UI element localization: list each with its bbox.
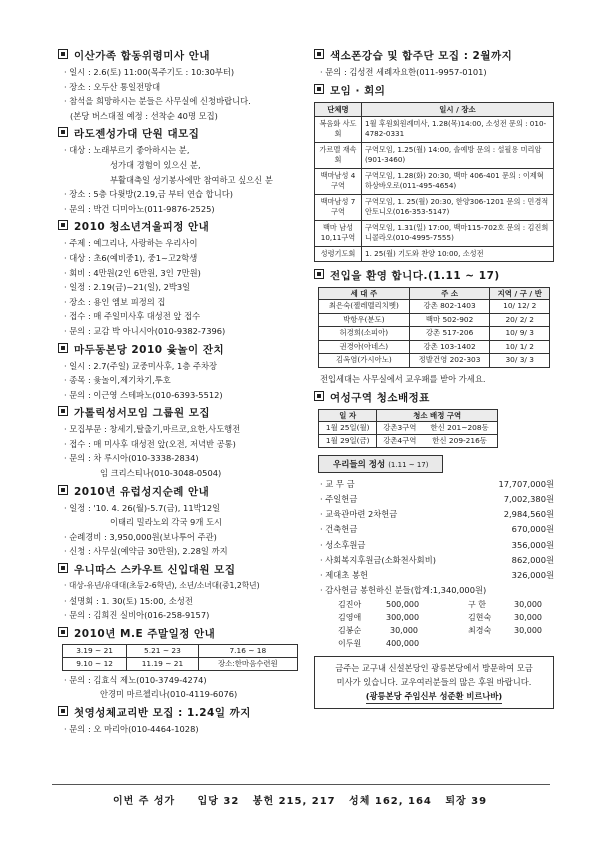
- table-cell: 가르멜 재속회: [315, 142, 362, 168]
- table-row: [319, 354, 550, 368]
- text-line: · 접수 : 매 미사후 대성전 앞(오전, 저녁반 공통): [64, 438, 236, 449]
- left-column: [58, 48, 308, 740]
- square-bullet-icon: [58, 706, 68, 716]
- table-header: 주 소: [409, 288, 490, 300]
- table-row: [315, 194, 554, 220]
- section-yut-festival: [58, 342, 308, 403]
- table-cell: 구역모임, 1.25(월) 14:00, 솔예방 문의 : 설필용 미리암(901-3460): [362, 142, 554, 168]
- text-line: · 문의 : 박건 디미아노(011-9876-2525): [64, 203, 215, 214]
- table-cell: 3.19 ~ 21: [63, 644, 127, 657]
- table-row: [63, 657, 298, 670]
- table-cell: 30/ 3/ 3: [490, 354, 550, 368]
- text-line: · 문의 : 교감 박 아니시아(010-9382-7396): [64, 325, 226, 336]
- table-cell: 한신 209-216동: [422, 435, 497, 448]
- text-line: · 주제 : 예그리나, 사랑하는 우리사이: [64, 238, 198, 249]
- section-title: 첫영성체교리반 모집 : 1.24일 까지: [58, 705, 308, 722]
- section-title: 색소폰강습 및 합주단 모집 : 2월까지: [314, 48, 554, 65]
- newcomers-table: [318, 287, 550, 368]
- text-line: · 문의 : 이근영 스테파노(010-6393-5512): [64, 389, 223, 400]
- table-cell: 1. 25(월) 기도와 찬양 10:00, 소성전: [362, 246, 554, 262]
- text-line: · 모집부문 : 창세기,탈출기,마르코,요한,사도행전: [64, 424, 241, 435]
- square-bullet-icon: [58, 220, 68, 230]
- visit-notice-box: [314, 656, 554, 709]
- section-title: 가톨릭성서모임 그룹원 모집: [58, 405, 308, 422]
- table-row: [315, 246, 554, 262]
- text-line: · 대상 : 노래부르기 좋아하시는 분,: [64, 145, 190, 156]
- table-cell: 10/ 1/ 2: [490, 340, 550, 354]
- table-cell: 강촌 517-206: [409, 327, 490, 341]
- table-header-row: [315, 102, 554, 116]
- gift-row: 이두원 400,000: [338, 638, 420, 648]
- table-cell: 백마남성 7구역: [315, 194, 362, 220]
- square-bullet-icon: [58, 485, 68, 495]
- text-line: · 종목 : 윷놀이,제기차기,투호: [64, 375, 171, 386]
- table-cell: 강촌4구역: [377, 435, 422, 448]
- table-header: 일 자: [319, 410, 377, 422]
- section-meetings: [314, 83, 554, 263]
- text-line: · 일정 : 2.19(금)~21(일), 2박3일: [64, 282, 191, 293]
- text-line: · 신청 : 사무실(예약금 30만원), 2.28일 까지: [64, 546, 228, 557]
- table-cell: 한신 201~208동: [422, 422, 497, 435]
- text-line: · 장소 : 5층 다윗방(2.19,금 부터 연습 합니다): [64, 189, 233, 200]
- table-cell: 7.16 ~ 18: [198, 644, 297, 657]
- table-cell: 장소:한마음수련원: [198, 657, 297, 670]
- text-line: · 문의 : 김희진 실비아(016-258-9157): [64, 610, 210, 621]
- section-saxophone: [314, 48, 554, 80]
- offering-row: · 제대초 봉헌 326,000원: [320, 569, 554, 580]
- square-bullet-icon: [314, 84, 324, 94]
- hymn-footer: [0, 792, 600, 807]
- text-line: 성가대 경험이 있으신 분,: [110, 159, 201, 170]
- meetings-table: [314, 102, 554, 263]
- table-row: [319, 327, 550, 341]
- table-row: [319, 300, 550, 314]
- table-cell: 1월 25일(월): [319, 422, 377, 435]
- table-cell: 박항우(분도): [319, 313, 410, 327]
- table-cell: 백마남성 4구역: [315, 168, 362, 194]
- table-row: [63, 644, 298, 657]
- table-header: 단체명: [315, 102, 362, 116]
- section-title: 우니따스 스카우트 신입대원 모집: [58, 562, 308, 579]
- table-cell: 1월 후원회원례미사, 1.28(목)14:00, 소성전 문의 : 010-4782-0331: [362, 116, 554, 142]
- text-line: (본당 버스대절 예정 : 선착순 40명 모집): [70, 110, 218, 121]
- offering-row: · 사회복지후원금(소화천사회비) 862,000원: [320, 554, 554, 565]
- table-row: [315, 116, 554, 142]
- text-line: · 접수 : 매 주일미사후 대성전 앞 접수: [64, 311, 201, 322]
- section-bible-group: [58, 405, 308, 480]
- section-first-communion: [58, 705, 308, 737]
- section-title: 2010년 M.E 주말일정 안내: [58, 626, 308, 643]
- text-line: 임 크리스티나(010-3048-0504): [100, 468, 222, 479]
- text-line: · 순례경비 : 3,950,000원(보나투어 주관): [64, 531, 217, 542]
- me-schedule-table: [62, 644, 298, 671]
- table-cell: 9.10 ~ 12: [63, 657, 127, 670]
- cleaning-table: [318, 409, 498, 448]
- table-header-row: [319, 288, 550, 300]
- section-choir-recruit: [58, 126, 308, 216]
- section-memorial-mass: [58, 48, 308, 123]
- text-line: · 문의 : 오 마리아(010-4464-1028): [64, 724, 199, 734]
- square-bullet-icon: [58, 49, 68, 59]
- table-cell: 복음화 사도회: [315, 116, 362, 142]
- section-title: 전입을 환영 합니다.(1.11 ~ 17): [314, 268, 554, 285]
- section-newcomers: [314, 268, 554, 386]
- offering-row: · 성소후원금 356,000원: [320, 539, 554, 550]
- table-cell: 10/ 12/ 2: [490, 300, 550, 314]
- text-line: · 참석을 희망하시는 분들은 사무실에 신청바랍니다.: [64, 96, 251, 107]
- section-title: 이산가족 합동위령미사 안내: [58, 48, 308, 65]
- footer-divider: [52, 784, 550, 785]
- section-title: 모임 · 회의: [314, 83, 554, 100]
- table-header: 청소 배정 구역: [377, 410, 498, 422]
- table-cell: 정발건영 202-303: [409, 354, 490, 368]
- table-cell: 강촌 103-1402: [409, 340, 490, 354]
- text-line: · 문의 : 차 루시아(010-3338-2834): [64, 453, 199, 464]
- section-youth-retreat: [58, 219, 308, 338]
- table-header-row: [319, 410, 498, 422]
- table-header: 세 대 주: [319, 288, 410, 300]
- text-line: 이태리 밀라노외 각국 9개 도시: [110, 517, 223, 528]
- offering-row: · 교육관마련 2차헌금 2,984,560원: [320, 509, 554, 520]
- thanks-offering-title: · 감사헌금 봉헌하신 분들(합계:1,340,000원): [320, 584, 487, 595]
- text-line: · 회비 : 4만원(2인 6만원, 3인 7만원): [64, 267, 201, 278]
- table-cell: 1월 29일(금): [319, 435, 377, 448]
- text-line: 부활대축일 성기봉사에만 참여하고 싶으신 분: [110, 174, 273, 185]
- table-cell: 권경아(아네스): [319, 340, 410, 354]
- table-row: [315, 142, 554, 168]
- section-title: 여성구역 청소배정표: [314, 390, 554, 407]
- table-row: [315, 168, 554, 194]
- table-cell: 구역모임, 1.28(화) 20:30, 백마 406-401 문의 : 이제혁 하상바오로(011-495-4654): [362, 168, 554, 194]
- table-row: [319, 435, 498, 448]
- square-bullet-icon: [314, 269, 324, 279]
- section-me-weekend: [58, 626, 308, 702]
- offering-row: · 건축헌금 670,000원: [320, 524, 554, 535]
- square-bullet-icon: [314, 49, 324, 59]
- table-cell: 최은숙(젤레멜리치벳): [319, 300, 410, 314]
- text-line: · 일시 : 2.6(토) 11:00(목주기도 : 10:30부터): [64, 67, 235, 77]
- square-bullet-icon: [58, 127, 68, 137]
- table-cell: 백마 남성 10,11구역: [315, 220, 362, 246]
- square-bullet-icon: [58, 343, 68, 353]
- table-cell: 10/ 9/ 3: [490, 327, 550, 341]
- notice-text: 미사가 있습니다. 교우여러분들의 많은 후원 바랍니다.: [336, 676, 532, 687]
- section-title: 라도젠성가대 단원 대모집: [58, 126, 308, 143]
- table-cell: 5.21 ~ 23: [127, 644, 198, 657]
- table-row: [319, 422, 498, 435]
- text-line: · 대상-유년/유대대(초등2-6학년), 소년/소녀대(중1,2학년): [64, 581, 260, 591]
- notice-signature: (광릉본당 주임신부 성준환 비르나바): [366, 689, 502, 704]
- gift-row: 김진아 500,000 구 한 30,000: [338, 599, 542, 609]
- table-cell: 강촌3구역: [377, 422, 422, 435]
- table-row: [315, 220, 554, 246]
- offering-row: · 주일헌금 7,002,380원: [320, 494, 554, 505]
- square-bullet-icon: [58, 406, 68, 416]
- text-line: · 문의 : 김효식 제노(010-3749-4274): [64, 674, 207, 685]
- section-title: 2010 청소년겨울피정 안내: [58, 219, 308, 236]
- table-cell: 11.19 ~ 21: [127, 657, 198, 670]
- table-cell: 강촌 802-1403: [409, 300, 490, 314]
- section-offerings: [314, 451, 554, 650]
- gift-row: 김봉순 30,000 최경숙 30,000: [338, 625, 542, 635]
- table-row: [319, 340, 550, 354]
- section-title: 마두동본당 2010 윷놀이 잔치: [58, 342, 308, 359]
- table-cell: 구역모임, 1. 25(월) 20:30, 한양306-1201 문의 : 민경적 안토니오(016-353-5147): [362, 194, 554, 220]
- table-cell: 구역모임, 1.31(일) 17:00, 백마115-702호 문의 : 김진희 니콜라오(010-4995-7555): [362, 220, 554, 246]
- text-line: · 일시 : 2.7(주일) 교중미사후, 1층 주차장: [64, 360, 218, 371]
- text-line: · 장소 : 오두산 통일전망대: [64, 81, 161, 92]
- section-title: 2010년 유럽성지순례 안내: [58, 484, 308, 501]
- table-cell: 허경희(소피아): [319, 327, 410, 341]
- table-header: 지역 / 구 / 반: [490, 288, 550, 300]
- notice-text: 금주는 교구내 신설본당인 광릉본당에서 방문하여 모금: [335, 662, 533, 673]
- footer-hymns: 입당 32 봉헌 215, 217 성체 162, 164 퇴장 39: [197, 796, 488, 807]
- section-scout-recruit: [58, 562, 308, 623]
- table-cell: 성령기도회: [315, 246, 362, 262]
- offerings-label: 우리들의 정성 (1.11 ~ 17): [318, 455, 443, 473]
- gift-row: 김영애 300,000 김현숙 30,000: [338, 612, 542, 622]
- text-line: · 장소 : 용인 엠보 피정의 집: [64, 296, 166, 307]
- table-cell: 백마 502-902: [409, 313, 490, 327]
- table-cell: 20/ 2/ 2: [490, 313, 550, 327]
- footer-label: 이번 주 성가: [112, 796, 176, 807]
- table-cell: 김옥염(가시아노): [319, 354, 410, 368]
- text-line: 안경미 마르첼리나(010-4119-6076): [100, 689, 238, 700]
- text-line: · 일정 : '10. 4. 26(월)-5.7(금), 11박12일: [64, 502, 221, 513]
- newcomer-note: 전입세대는 사무실에서 교우패를 받아 가세요.: [320, 373, 486, 384]
- text-line: · 대상 : 초6(예비중1), 중1~고2학생: [64, 252, 198, 263]
- table-header: 일시 / 장소: [362, 102, 554, 116]
- text-line: · 문의 : 김성전 세례자요한(011-9957-0101): [320, 67, 487, 77]
- section-cleaning: [314, 390, 554, 448]
- square-bullet-icon: [58, 563, 68, 573]
- square-bullet-icon: [314, 391, 324, 401]
- table-row: [319, 313, 550, 327]
- text-line: · 설명회 : 1. 30(토) 15:00, 소성전: [64, 595, 193, 606]
- square-bullet-icon: [58, 627, 68, 637]
- offering-row: · 교 무 금 17,707,000원: [320, 479, 554, 490]
- section-europe-pilgrimage: [58, 484, 308, 559]
- right-column: [314, 48, 554, 709]
